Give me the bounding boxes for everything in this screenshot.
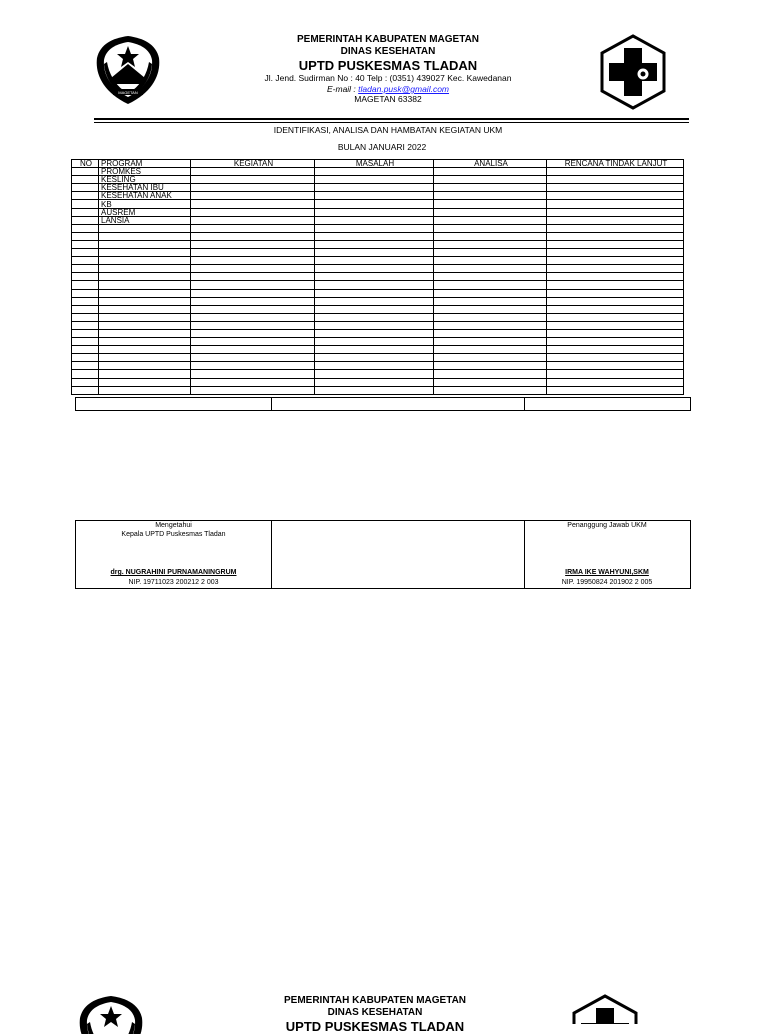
- table-cell: [191, 168, 315, 176]
- footer-regency-seal-logo: [76, 994, 146, 1034]
- program-cell: PROMKES: [99, 168, 191, 176]
- table-cell: [315, 313, 434, 321]
- program-cell: KESEHATAN IBU: [99, 184, 191, 192]
- table-cell: [547, 257, 684, 265]
- strip-divider-1: [271, 398, 272, 410]
- table-cell: [315, 240, 434, 248]
- table-cell: [315, 305, 434, 313]
- table-cell: [72, 176, 99, 184]
- table-cell: [315, 216, 434, 224]
- table-row: [72, 354, 684, 362]
- table-cell: [72, 232, 99, 240]
- header-divider-thin: [94, 122, 689, 123]
- table-footer-strip: [75, 397, 691, 411]
- table-cell: [547, 297, 684, 305]
- table-cell: [434, 321, 547, 329]
- program-cell: [99, 386, 191, 394]
- table-cell: [72, 281, 99, 289]
- table-cell: [191, 297, 315, 305]
- document-title: IDENTIFIKASI, ANALISA DAN HAMBATAN KEGIATAN UKM: [273, 125, 503, 135]
- table-cell: [434, 200, 547, 208]
- table-cell: [191, 273, 315, 281]
- table-cell: [191, 378, 315, 386]
- table-cell: [315, 200, 434, 208]
- table-cell: [434, 354, 547, 362]
- column-header-analisa: ANALISA: [434, 160, 547, 168]
- table-row: [72, 176, 684, 184]
- table-row: [72, 346, 684, 354]
- program-cell: [99, 265, 191, 273]
- table-cell: [434, 273, 547, 281]
- program-cell: KESLING: [99, 176, 191, 184]
- program-cell: [99, 378, 191, 386]
- table-cell: [72, 378, 99, 386]
- table-cell: [434, 370, 547, 378]
- table-cell: [191, 321, 315, 329]
- table-cell: [547, 273, 684, 281]
- table-cell: [72, 240, 99, 248]
- table-cell: [547, 265, 684, 273]
- table-cell: [547, 176, 684, 184]
- program-cell: [99, 313, 191, 321]
- email-label: E-mail :: [326, 84, 356, 94]
- program-cell: [99, 240, 191, 248]
- column-header-kegiatan: KEGIATAN: [191, 160, 315, 168]
- table-cell: [191, 200, 315, 208]
- table-row: [72, 216, 684, 224]
- table-cell: [434, 305, 547, 313]
- table-cell: [315, 249, 434, 257]
- table-cell: [72, 313, 99, 321]
- table-cell: [434, 184, 547, 192]
- document-period: BULAN JANUARI 2022: [337, 142, 427, 152]
- puskesmas-logo: [598, 34, 668, 110]
- table-cell: [315, 338, 434, 346]
- table-cell: [72, 297, 99, 305]
- left-signatory-nip: NIP. 19711023 200212 2 003: [128, 579, 219, 586]
- table-row: [72, 297, 684, 305]
- table-cell: [191, 208, 315, 216]
- table-cell: [191, 232, 315, 240]
- table-cell: [434, 224, 547, 232]
- table-cell: [72, 370, 99, 378]
- table-cell: [547, 208, 684, 216]
- right-signatory-nip: NIP. 19950824 201902 2 005: [561, 579, 653, 586]
- table-cell: [315, 224, 434, 232]
- signature-left: [76, 521, 271, 588]
- program-cell: [99, 305, 191, 313]
- table-cell: [72, 321, 99, 329]
- table-cell: [191, 184, 315, 192]
- table-row: [72, 273, 684, 281]
- table-cell: [434, 346, 547, 354]
- table-cell: [191, 313, 315, 321]
- left-signature-role: Kepala UPTD Puskesmas Tladan: [121, 531, 226, 538]
- table-cell: [315, 265, 434, 273]
- table-row: [72, 192, 684, 200]
- table-cell: [191, 354, 315, 362]
- table-cell: [315, 321, 434, 329]
- table-cell: [434, 216, 547, 224]
- table-cell: [547, 192, 684, 200]
- table-row: [72, 281, 684, 289]
- table-row: [72, 184, 684, 192]
- program-cell: [99, 224, 191, 232]
- column-header-rencana: RENCANA TINDAK LANJUT: [547, 160, 684, 168]
- table-cell: [72, 216, 99, 224]
- table-cell: [315, 176, 434, 184]
- table-cell: [547, 354, 684, 362]
- table-cell: [434, 176, 547, 184]
- table-cell: [72, 346, 99, 354]
- table-header-row: [72, 160, 684, 168]
- table-cell: [315, 257, 434, 265]
- header-line-2: DINAS KESEHATAN: [340, 46, 436, 57]
- table-row: [72, 329, 684, 337]
- footer-header-line-1: PEMERINTAH KABUPATEN MAGETAN: [283, 995, 467, 1006]
- ukm-analysis-table: [71, 159, 684, 395]
- table-cell: [72, 224, 99, 232]
- program-cell: [99, 273, 191, 281]
- table-cell: [434, 240, 547, 248]
- table-cell: [191, 249, 315, 257]
- signature-block: [75, 520, 691, 589]
- table-cell: [434, 265, 547, 273]
- program-cell: AUSREM: [99, 208, 191, 216]
- table-cell: [315, 386, 434, 394]
- header-line-1: PEMERINTAH KABUPATEN MAGETAN: [296, 34, 480, 45]
- table-row: [72, 378, 684, 386]
- table-cell: [315, 208, 434, 216]
- table-cell: [434, 281, 547, 289]
- table-row: [72, 338, 684, 346]
- table-cell: [547, 249, 684, 257]
- footer-header-line-2: DINAS KESEHATAN: [327, 1007, 423, 1018]
- program-cell: [99, 338, 191, 346]
- table-cell: [315, 281, 434, 289]
- table-cell: [547, 346, 684, 354]
- program-cell: [99, 257, 191, 265]
- table-cell: [72, 208, 99, 216]
- table-cell: [72, 168, 99, 176]
- table-cell: [434, 168, 547, 176]
- table-cell: [434, 386, 547, 394]
- header-institution-name: UPTD PUSKESMAS TLADAN: [298, 58, 478, 73]
- right-signature-title: Penanggung Jawab UKM: [567, 522, 647, 529]
- email-link[interactable]: tladan.pusk@gmail.com: [358, 84, 450, 94]
- table-cell: [72, 265, 99, 273]
- table-cell: [191, 289, 315, 297]
- program-cell: [99, 321, 191, 329]
- table-cell: [434, 378, 547, 386]
- table-cell: [72, 362, 99, 370]
- table-cell: [191, 265, 315, 273]
- table-cell: [547, 313, 684, 321]
- table-cell: [547, 338, 684, 346]
- program-cell: [99, 354, 191, 362]
- table-cell: [191, 370, 315, 378]
- table-cell: [191, 257, 315, 265]
- table-cell: [547, 216, 684, 224]
- column-header-masalah: MASALAH: [315, 160, 434, 168]
- program-cell: [99, 297, 191, 305]
- table-cell: [547, 386, 684, 394]
- footer-institution-name: UPTD PUSKESMAS TLADAN: [285, 1019, 465, 1034]
- table-cell: [315, 289, 434, 297]
- table-cell: [434, 208, 547, 216]
- table-cell: [315, 370, 434, 378]
- table-row: [72, 313, 684, 321]
- table-cell: [315, 378, 434, 386]
- table-cell: [547, 224, 684, 232]
- table-cell: [434, 329, 547, 337]
- table-cell: [547, 281, 684, 289]
- table-cell: [315, 329, 434, 337]
- table-cell: [191, 192, 315, 200]
- table-cell: [72, 329, 99, 337]
- table-cell: [191, 346, 315, 354]
- table-cell: [191, 329, 315, 337]
- table-cell: [547, 329, 684, 337]
- table-cell: [72, 257, 99, 265]
- table-row: [72, 257, 684, 265]
- header-city: MAGETAN 63382: [354, 94, 422, 104]
- table-cell: [315, 354, 434, 362]
- table-body: [72, 168, 684, 395]
- table-cell: [191, 176, 315, 184]
- table-row: [72, 208, 684, 216]
- header-address: Jl. Jend. Sudirman No : 40 Telp : (0351) 439027 Kec. Kawedanan: [264, 73, 512, 83]
- table-cell: [547, 240, 684, 248]
- table-row: [72, 249, 684, 257]
- right-signatory-name: IRMA IKE WAHYUNI,SKM: [565, 569, 649, 576]
- table-cell: [547, 362, 684, 370]
- table-cell: [72, 338, 99, 346]
- table-cell: [191, 224, 315, 232]
- table-cell: [434, 249, 547, 257]
- table-cell: [315, 297, 434, 305]
- table-cell: [191, 216, 315, 224]
- table-cell: [547, 305, 684, 313]
- program-cell: [99, 232, 191, 240]
- seal-text: MAGETAN: [118, 90, 138, 95]
- table-cell: [191, 305, 315, 313]
- table-row: [72, 265, 684, 273]
- table-cell: [547, 200, 684, 208]
- program-cell: [99, 249, 191, 257]
- table-cell: [191, 281, 315, 289]
- table-cell: [547, 232, 684, 240]
- table-cell: [434, 313, 547, 321]
- table-cell: [315, 232, 434, 240]
- table-row: [72, 224, 684, 232]
- footer-puskesmas-logo: [570, 994, 640, 1024]
- table-row: [72, 168, 684, 176]
- strip-divider-2: [524, 398, 525, 410]
- table-row: [72, 305, 684, 313]
- table-cell: [72, 354, 99, 362]
- program-cell: [99, 329, 191, 337]
- table-cell: [315, 273, 434, 281]
- table-cell: [72, 305, 99, 313]
- table-row: [72, 240, 684, 248]
- table-cell: [547, 370, 684, 378]
- table-cell: [315, 192, 434, 200]
- table-cell: [72, 273, 99, 281]
- left-signatory-name: drg. NUGRAHINI PURNAMANINGRUM: [110, 569, 237, 576]
- table-cell: [434, 362, 547, 370]
- table-cell: [72, 192, 99, 200]
- program-cell: [99, 370, 191, 378]
- table-row: [72, 362, 684, 370]
- table-cell: [547, 168, 684, 176]
- table-cell: [72, 386, 99, 394]
- table-cell: [547, 184, 684, 192]
- table-row: [72, 200, 684, 208]
- program-cell: LANSIA: [99, 216, 191, 224]
- column-header-program: PROGRAM: [99, 160, 191, 168]
- table-cell: [72, 184, 99, 192]
- program-cell: [99, 289, 191, 297]
- table-row: [72, 289, 684, 297]
- program-cell: KB: [99, 200, 191, 208]
- table-cell: [191, 338, 315, 346]
- table-cell: [434, 257, 547, 265]
- table-cell: [434, 297, 547, 305]
- table-cell: [547, 378, 684, 386]
- left-signature-title: Mengetahui: [155, 522, 192, 529]
- table-cell: [434, 289, 547, 297]
- program-cell: [99, 362, 191, 370]
- table-cell: [315, 362, 434, 370]
- table-cell: [547, 321, 684, 329]
- program-cell: [99, 346, 191, 354]
- table-cell: [72, 289, 99, 297]
- column-header-no: NO: [72, 160, 99, 168]
- table-cell: [191, 386, 315, 394]
- table-cell: [547, 289, 684, 297]
- program-cell: [99, 281, 191, 289]
- table-cell: [434, 232, 547, 240]
- signature-divider-1: [271, 521, 272, 588]
- table-cell: [315, 184, 434, 192]
- header-divider-thick: [94, 118, 689, 120]
- table-row: [72, 232, 684, 240]
- table-cell: [315, 346, 434, 354]
- table-cell: [434, 192, 547, 200]
- table-cell: [72, 249, 99, 257]
- table-row: [72, 386, 684, 394]
- table-cell: [72, 200, 99, 208]
- table-row: [72, 370, 684, 378]
- table-cell: [191, 362, 315, 370]
- signature-right: [524, 521, 690, 588]
- program-cell: KESEHATAN ANAK: [99, 192, 191, 200]
- table-cell: [191, 240, 315, 248]
- table-row: [72, 321, 684, 329]
- table-cell: [315, 168, 434, 176]
- table-cell: [434, 338, 547, 346]
